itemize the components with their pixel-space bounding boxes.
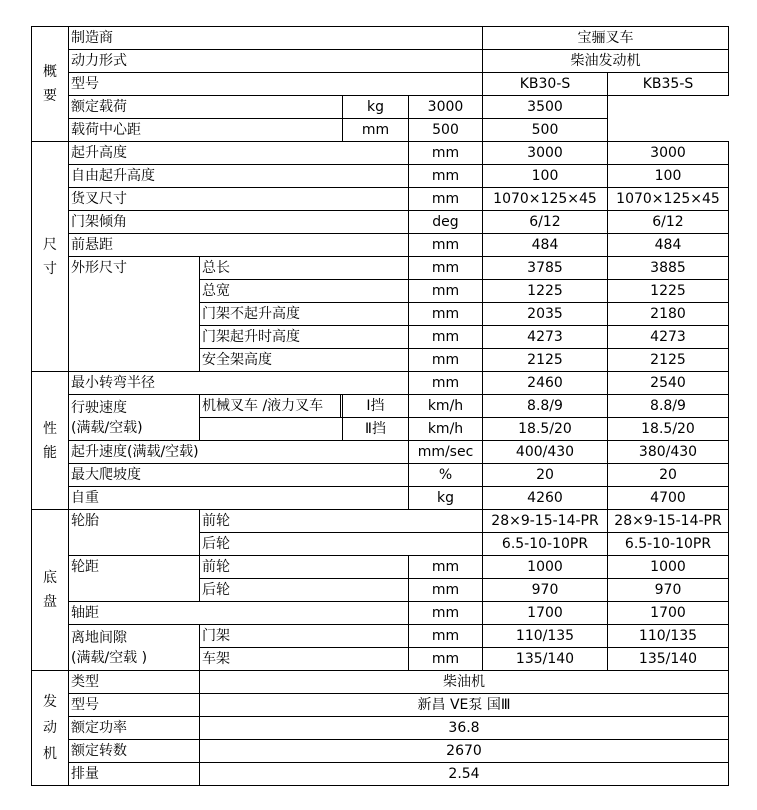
- value-mast-raised-2: 4273: [608, 326, 729, 349]
- row-fork-size: [32, 188, 729, 211]
- value-mast-raised-1: 4273: [483, 326, 608, 349]
- value-guard-height-2: 2125: [608, 349, 729, 372]
- unit-load-center: mm: [343, 119, 409, 142]
- label-clearance-frame: 车架: [200, 648, 409, 671]
- label-clearance-mast: 门架: [200, 625, 409, 648]
- row-tilt: [32, 211, 729, 234]
- value-rated-load-2: 3500: [483, 96, 608, 119]
- value-turning-radius-1: 2460: [483, 372, 608, 395]
- unit-front-overhang: mm: [409, 234, 483, 257]
- value-gear-2-1: 18.5/20: [483, 418, 608, 441]
- label-travel-speed: [69, 395, 200, 441]
- unit-overall-length: mm: [409, 257, 483, 280]
- value-clearance-frame-1: 135/140: [483, 648, 608, 671]
- value-tread-front-1: 1000: [483, 556, 608, 579]
- section-dimensions: 尺 寸: [32, 142, 69, 372]
- value-gradeability-2: 20: [608, 464, 729, 487]
- value-tire-rear-1: 6.5-10-10PR: [483, 533, 608, 556]
- value-rated-power: 36.8: [200, 717, 729, 740]
- label-engine-model: 型号: [69, 694, 200, 717]
- unit-free-lift: mm: [409, 165, 483, 188]
- label-travel-speed-line1: 行驶速度: [71, 399, 127, 416]
- label-tire-rear: 后轮: [200, 533, 483, 556]
- value-power-type: 柴油发动机: [483, 50, 729, 73]
- label-clearance-line1: 离地间隙: [71, 629, 127, 646]
- value-lift-speed-2: 380/430: [608, 441, 729, 464]
- label-load-center: 载荷中心距: [69, 119, 343, 142]
- section-overview: 概 要: [32, 27, 69, 142]
- value-displacement: 2.54: [200, 763, 729, 786]
- row-tread-front: [32, 556, 729, 579]
- value-rated-speed: 2670: [200, 740, 729, 763]
- value-tread-rear-2: 970: [608, 579, 729, 602]
- label-manufacturer: 制造商: [69, 27, 483, 50]
- label-tread: 轮距: [69, 556, 200, 602]
- value-clearance-mast-2: 110/135: [608, 625, 729, 648]
- value-load-center-2: 500: [483, 119, 608, 142]
- cell-transmission: [200, 395, 343, 418]
- row-power-type: [32, 50, 729, 73]
- value-overall-length-2: 3885: [608, 257, 729, 280]
- value-weight-2: 4700: [608, 487, 729, 510]
- value-model-1: KB30-S: [483, 73, 608, 96]
- value-front-overhang-2: 484: [608, 234, 729, 257]
- value-engine-type: 柴油机: [200, 671, 729, 694]
- row-travel-speed-1: [32, 395, 729, 418]
- label-fork-size: 货叉尺寸: [69, 188, 409, 211]
- value-turning-radius-2: 2540: [608, 372, 729, 395]
- label-guard-height: 安全架高度: [200, 349, 409, 372]
- label-lift-height: 起升高度: [69, 142, 409, 165]
- value-tire-front-2: 28×9-15-14-PR: [608, 510, 729, 533]
- row-model: [32, 73, 729, 96]
- unit-turning-radius: mm: [409, 372, 483, 395]
- label-rated-power: 额定功率: [69, 717, 200, 740]
- unit-mast-lowered: mm: [409, 303, 483, 326]
- value-clearance-frame-2: 135/140: [608, 648, 729, 671]
- label-tires: 轮胎: [69, 510, 200, 556]
- unit-gear-1: km/h: [409, 395, 483, 418]
- unit-clearance-mast: mm: [409, 625, 483, 648]
- row-lift-speed: [32, 441, 729, 464]
- unit-wheelbase: mm: [409, 602, 483, 625]
- unit-mast-raised: mm: [409, 326, 483, 349]
- row-turning-radius: [32, 372, 729, 395]
- unit-tilt: deg: [409, 211, 483, 234]
- label-clearance: [69, 625, 200, 671]
- label-front-overhang: 前悬距: [69, 234, 409, 257]
- value-fork-size-2: 1070×125×45: [608, 188, 729, 211]
- value-lift-height-2: 3000: [608, 142, 729, 165]
- section-chassis: 底 盘: [32, 510, 69, 671]
- value-tilt-1: 6/12: [483, 211, 608, 234]
- section-performance: 性 能: [32, 372, 69, 510]
- unit-overall-width: mm: [409, 280, 483, 303]
- label-tilt: 门架倾角: [69, 211, 409, 234]
- label-tire-front: 前轮: [200, 510, 483, 533]
- label-transmission: 机械叉车 /液力叉车: [200, 395, 341, 417]
- label-tread-rear: 后轮: [200, 579, 409, 602]
- value-gear-1-2: 8.8/9: [608, 395, 729, 418]
- value-weight-1: 4260: [483, 487, 608, 510]
- value-engine-model: 新昌 VE泵 国Ⅲ: [200, 694, 729, 717]
- value-lift-speed-1: 400/430: [483, 441, 608, 464]
- value-load-center-1: 500: [409, 119, 483, 142]
- row-free-lift: [32, 165, 729, 188]
- row-rated-power: [32, 717, 729, 740]
- row-wheelbase: [32, 602, 729, 625]
- value-guard-height-1: 2125: [483, 349, 608, 372]
- label-overall-width: 总宽: [200, 280, 409, 303]
- row-lift-height: [32, 142, 729, 165]
- unit-gradeability: %: [409, 464, 483, 487]
- value-front-overhang-1: 484: [483, 234, 608, 257]
- value-tire-front-1: 28×9-15-14-PR: [483, 510, 608, 533]
- value-clearance-mast-1: 110/135: [483, 625, 608, 648]
- row-tire-front: [32, 510, 729, 533]
- value-gear-2-2: 18.5/20: [608, 418, 729, 441]
- label-gear-2: Ⅱ挡: [343, 418, 409, 441]
- value-mast-lowered-1: 2035: [483, 303, 608, 326]
- value-model-2: KB35-S: [608, 73, 729, 96]
- value-wheelbase-1: 1700: [483, 602, 608, 625]
- label-clearance-line2: (满载/空载 ): [71, 649, 148, 666]
- label-gradeability: 最大爬坡度: [69, 464, 409, 487]
- unit-gear-2: km/h: [409, 418, 483, 441]
- row-gradeability: [32, 464, 729, 487]
- value-lift-height-1: 3000: [483, 142, 608, 165]
- label-turning-radius: 最小转弯半径: [69, 372, 409, 395]
- unit-guard-height: mm: [409, 349, 483, 372]
- row-front-overhang: [32, 234, 729, 257]
- cell-transmission-blank: [200, 418, 343, 441]
- value-fork-size-1: 1070×125×45: [483, 188, 608, 211]
- row-displacement: [32, 763, 729, 786]
- value-overall-width-1: 1225: [483, 280, 608, 303]
- label-weight: 自重: [69, 487, 409, 510]
- value-free-lift-2: 100: [608, 165, 729, 188]
- row-engine-type: [32, 671, 729, 694]
- label-mast-lowered: 门架不起升高度: [200, 303, 409, 326]
- value-tread-front-2: 1000: [608, 556, 729, 579]
- value-wheelbase-2: 1700: [608, 602, 729, 625]
- row-manufacturer: [32, 27, 729, 50]
- value-overall-length-1: 3785: [483, 257, 608, 280]
- label-engine-type: 类型: [69, 671, 200, 694]
- value-mast-lowered-2: 2180: [608, 303, 729, 326]
- unit-clearance-frame: mm: [409, 648, 483, 671]
- label-mast-raised: 门架起升时高度: [200, 326, 409, 349]
- section-engine: 发 动 机: [32, 671, 69, 786]
- label-displacement: 排量: [69, 763, 200, 786]
- value-gear-1-1: 8.8/9: [483, 395, 608, 418]
- label-travel-speed-line2: (满载/空载): [71, 419, 143, 436]
- value-overall-width-2: 1225: [608, 280, 729, 303]
- label-rated-speed: 额定转数: [69, 740, 200, 763]
- row-clearance-mast: [32, 625, 729, 648]
- row-weight: [32, 487, 729, 510]
- value-manufacturer: 宝骊叉车: [483, 27, 729, 50]
- row-overall-length: [32, 257, 729, 280]
- unit-tread-front: mm: [409, 556, 483, 579]
- label-gear-1: Ⅰ挡: [343, 395, 409, 418]
- label-power-type: 动力形式: [69, 50, 483, 73]
- value-gradeability-1: 20: [483, 464, 608, 487]
- label-overall-length: 总长: [200, 257, 409, 280]
- label-overall-dims: 外形尺寸: [69, 257, 200, 372]
- value-tilt-2: 6/12: [608, 211, 729, 234]
- value-tread-rear-1: 970: [483, 579, 608, 602]
- value-tire-rear-2: 6.5-10-10PR: [608, 533, 729, 556]
- unit-weight: kg: [409, 487, 483, 510]
- row-rated-load: [32, 96, 729, 119]
- label-rated-load: 额定载荷: [69, 96, 343, 119]
- unit-fork-size: mm: [409, 188, 483, 211]
- spec-table: [31, 26, 729, 786]
- row-rated-speed: [32, 740, 729, 763]
- label-model: 型号: [69, 73, 483, 96]
- row-engine-model: [32, 694, 729, 717]
- label-wheelbase: 轴距: [69, 602, 409, 625]
- unit-rated-load: kg: [343, 96, 409, 119]
- unit-lift-height: mm: [409, 142, 483, 165]
- row-load-center: [32, 119, 729, 142]
- value-rated-load-1: 3000: [409, 96, 483, 119]
- value-free-lift-1: 100: [483, 165, 608, 188]
- unit-lift-speed: mm/sec: [409, 441, 483, 464]
- label-lift-speed: 起升速度(满载/空载): [69, 441, 409, 464]
- unit-tread-rear: mm: [409, 579, 483, 602]
- label-free-lift: 自由起升高度: [69, 165, 409, 188]
- label-tread-front: 前轮: [200, 556, 409, 579]
